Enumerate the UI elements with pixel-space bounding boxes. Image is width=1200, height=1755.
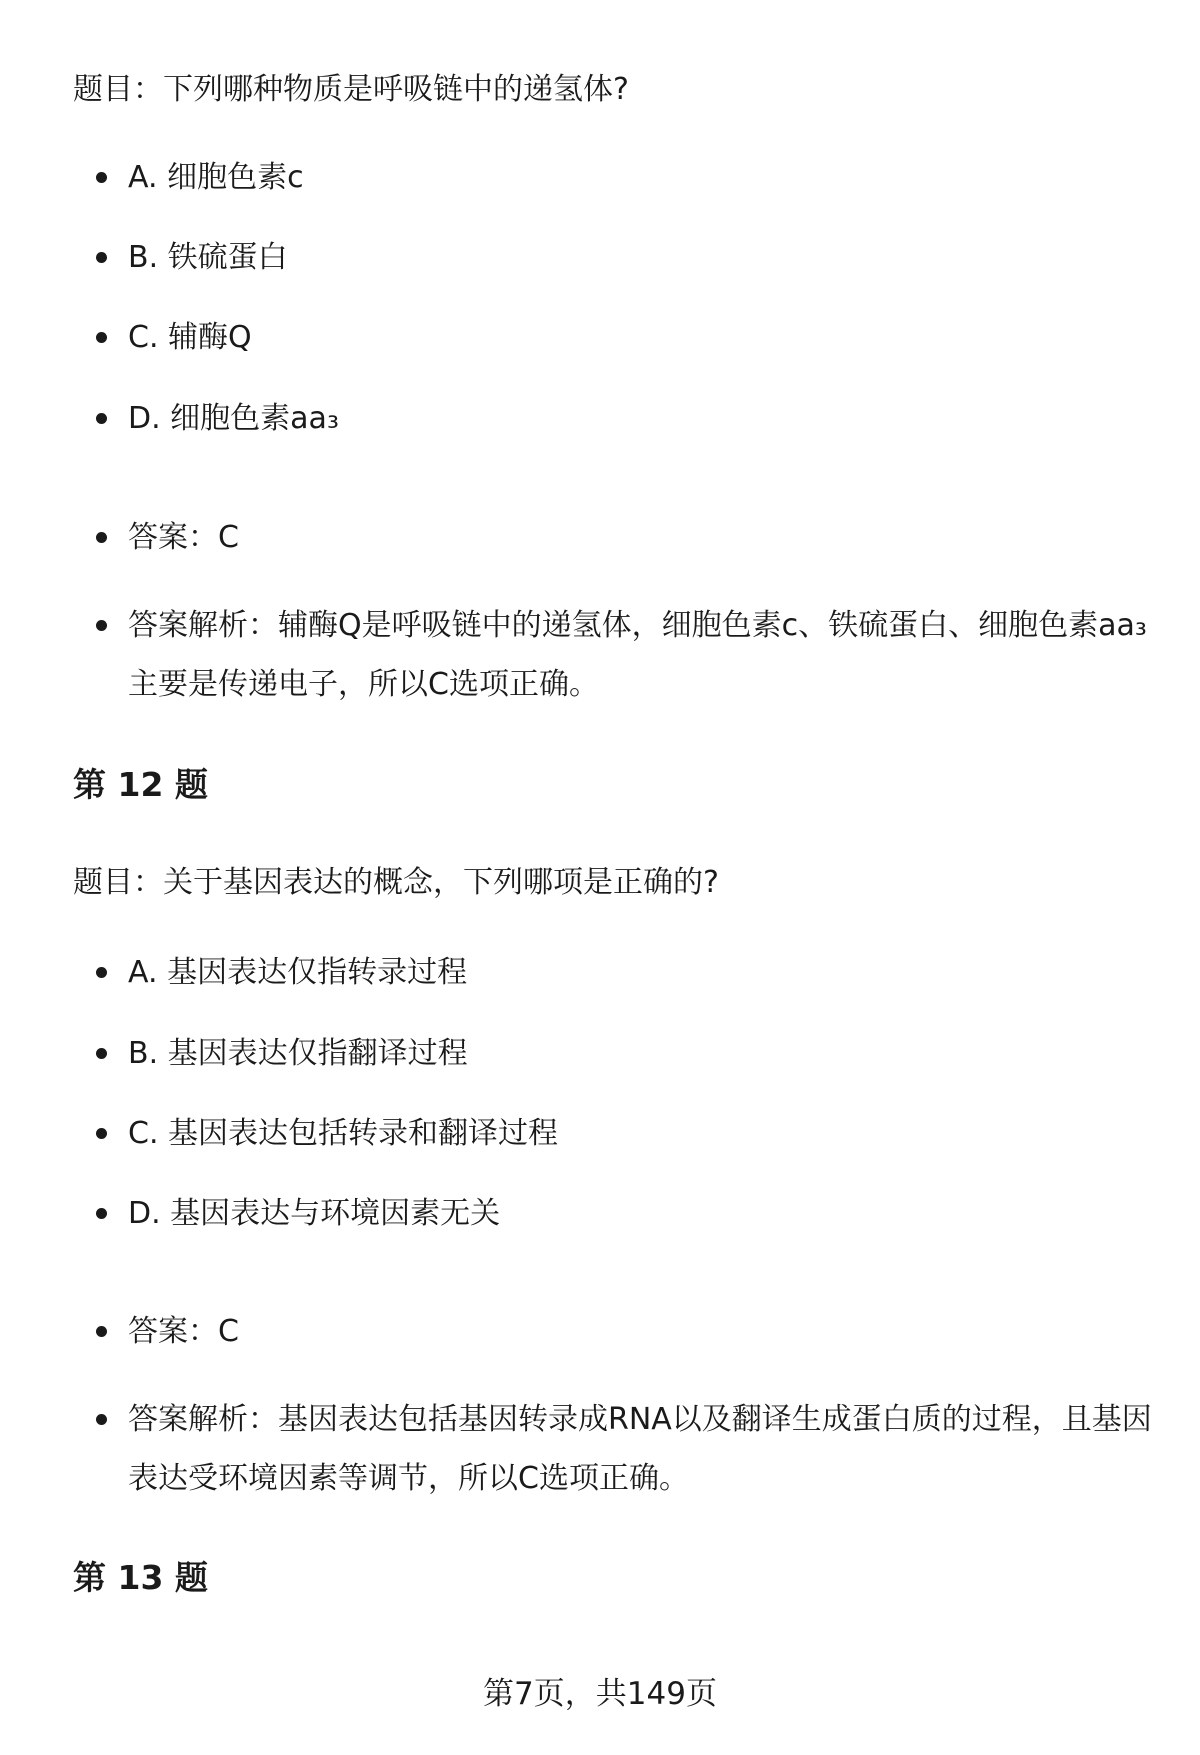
- question-11-text: 题目：下列哪种物质是呼吸链中的递氢体?: [73, 72, 629, 107]
- question-12-text: 题目：关于基因表达的概念，下列哪项是正确的?: [73, 865, 719, 900]
- option-d: [96, 389, 1156, 448]
- option-c: [96, 308, 1156, 367]
- option-b-text: B. 铁硫蛋白: [128, 240, 288, 275]
- bullet-icon: [96, 620, 107, 631]
- bullet-icon: [96, 1048, 107, 1059]
- bullet-icon: [96, 1414, 107, 1425]
- option-a-text: A. 基因表达仅指转录过程: [128, 955, 468, 990]
- option-a: [96, 148, 1156, 207]
- option-d-text: D. 细胞色素aa₃: [128, 401, 339, 436]
- option-c: [96, 1104, 1156, 1163]
- bullet-icon: [96, 1128, 107, 1139]
- question-12-heading: 第 12 题: [73, 765, 208, 804]
- option-c-text: C. 辅酶Q: [128, 320, 252, 355]
- answer-item: [96, 1302, 1156, 1361]
- bullet-icon: [96, 532, 107, 543]
- explanation-text: 答案解析：基因表达包括基因转录成RNA以及翻译生成蛋白质的过程，且基因表达受环境因素等调节，所以C选项正确。: [128, 1402, 1152, 1496]
- bullet-icon: [96, 172, 107, 183]
- bullet-icon: [96, 1326, 107, 1337]
- question-13-heading: 第 13 题: [73, 1558, 208, 1597]
- option-b: [96, 1024, 1156, 1083]
- option-d: [96, 1184, 1156, 1243]
- option-a: [96, 943, 1156, 1002]
- page-indicator: 第7页，共149页: [483, 1676, 717, 1712]
- answer-item: [96, 508, 1156, 567]
- option-a-text: A. 细胞色素c: [128, 160, 304, 195]
- option-b: [96, 228, 1156, 287]
- bullet-icon: [96, 332, 107, 343]
- bullet-icon: [96, 967, 107, 978]
- bullet-icon: [96, 413, 107, 424]
- bullet-icon: [96, 1208, 107, 1219]
- explanation-item: [96, 1390, 1156, 1508]
- answer-text: 答案：C: [128, 520, 239, 555]
- answer-text: 答案：C: [128, 1314, 239, 1349]
- explanation-text: 答案解析：辅酶Q是呼吸链中的递氢体，细胞色素c、铁硫蛋白、细胞色素aa₃主要是传递电子，所以C选项正确。: [128, 608, 1147, 702]
- option-c-text: C. 基因表达包括转录和翻译过程: [128, 1116, 559, 1151]
- bullet-icon: [96, 252, 107, 263]
- explanation-item: [96, 596, 1156, 714]
- option-d-text: D. 基因表达与环境因素无关: [128, 1196, 501, 1231]
- option-b-text: B. 基因表达仅指翻译过程: [128, 1036, 468, 1071]
